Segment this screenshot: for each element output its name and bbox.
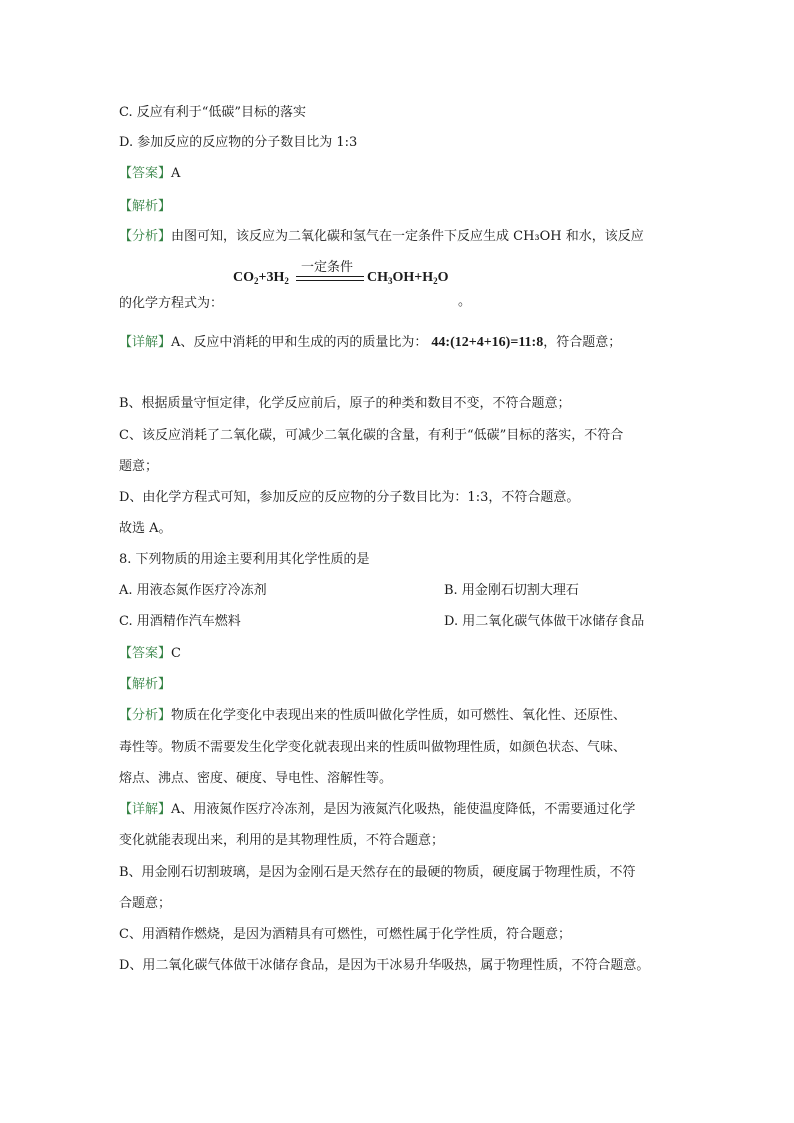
q7-detail-c-1: C、该反应消耗了二氧化碳，可减少二氧化碳的含量，有利于“低碳”目标的落实，不符合 [119,428,624,443]
q8-option-b: B. 用金刚石切割大理石 [444,583,579,598]
fenxi-tag: 【分析】 [119,229,172,244]
q7-detail-b: B、根据质量守恒定律，化学反应前后，原子的种类和数目不变，不符合题意； [119,396,571,411]
q7-fenxi [119,228,644,246]
q7-conclusion: 故选 A。 [119,521,172,536]
q8-fenxi-3: 熔点、沸点、密度、硬度、导电性、溶解性等。 [119,771,393,786]
equation-double-line [296,276,364,281]
q8-fenxi-2: 毒性等。物质不需要发生化学变化就表现出来的性质叫做物理性质，如颜色状态、气味、 [119,740,627,755]
fenxi-tag: 【分析】 [119,708,172,723]
q7-answer [119,165,180,183]
q7-detail-d: D、由化学方程式可知，参加反应的反应物的分子数目比为：1:3，不符合题意。 [119,490,580,505]
equation-intro: 的化学方程式为： [119,296,224,311]
q8-stem: 8. 下列物质的用途主要利用其化学性质的是 [119,552,370,567]
equation-products: $CH_3OH+H_2O$ [367,270,449,286]
answer-value: A [171,166,181,181]
answer-tag: 【答案】 [119,166,172,181]
q8-option-a: A. 用液态氮作医疗冷冻剂 [119,583,267,598]
q8-detail-b-1: B、用金刚石切割玻璃，是因为金刚石是天然存在的最硬的物质，硬度属于物理性质，不符 [119,865,636,880]
equation-reactants: $CO_2+3H_2$ [233,270,289,286]
analysis-tag: 【解析】 [119,199,172,214]
mass-ratio-formula: 44:(12+4+16)=11:8 [431,335,544,350]
q8-analysis-heading [119,676,171,694]
q8-fenxi-1: 【分析】物质在化学变化中表现出来的性质叫做化学性质，如可燃性、氧化性、还原性、 [119,708,627,723]
q7-option-c: C. 反应有利于“低碳”目标的落实 [119,105,307,120]
answer-tag: 【答案】 [119,646,172,661]
q7-analysis-heading [119,198,171,216]
q7-option-d: D. 参加反应的反应物的分子数目比为 1:3 [119,135,358,150]
q7-detail-a: 【详解】A、反应中消耗的甲和生成的丙的质量比为： 44:(12+4+16)=11:8，符合题意； [119,335,622,350]
q8-detail-a-1: 【详解】A、用液氮作医疗冷冻剂，是因为液氮汽化吸热，能使温度降低，不需要通过化学 [119,802,636,817]
q8-detail-c: C、用酒精作燃烧，是因为酒精具有可燃性，可燃性属于化学性质，符合题意； [119,927,571,942]
reaction-condition: 一定条件 [301,260,354,275]
analysis-tag: 【解析】 [119,677,172,692]
q8-option-d: D. 用二氧化碳气体做干冰储存食品 [444,614,645,629]
answer-value: C [171,646,181,661]
q8-detail-d: D、用二氧化碳气体做干冰储存食品，是因为干冰易升华吸热，属于物理性质，不符合题意。 [119,958,650,973]
fenxi-text: 由图可知，该反应为二氧化碳和氢气在一定条件下反应生成 CH₃OH 和水，该反应 [171,229,644,244]
q8-option-c: C. 用酒精作汽车燃料 [119,614,241,629]
detail-tag: 【详解】 [119,802,172,817]
q7-detail-c-2: 题意； [119,459,159,474]
detail-tag: 【详解】 [119,335,172,350]
q8-answer [119,645,181,663]
q8-detail-b-2: 合题意； [119,896,172,911]
q8-detail-a-2: 变化就能表现出来，利用的是其物理性质，不符合题意； [119,833,445,848]
equation-end: 。 [458,294,472,309]
